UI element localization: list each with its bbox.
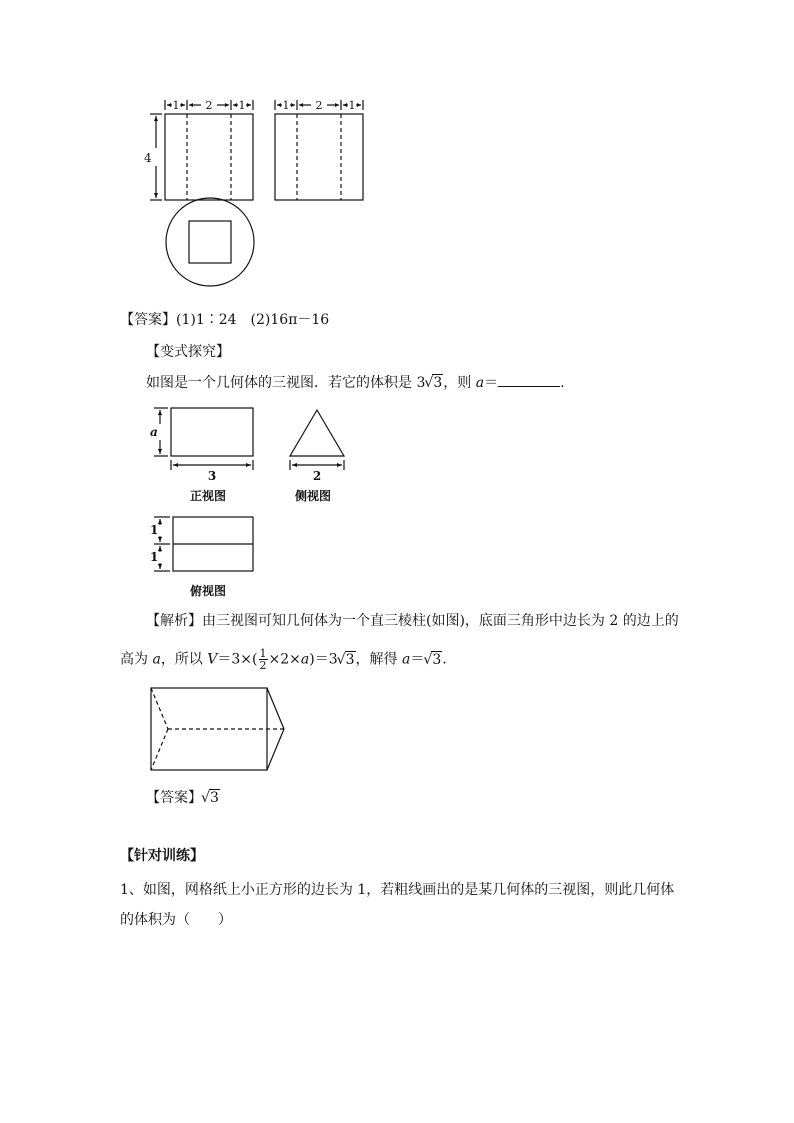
dim-label: 2 [205,99,213,112]
dim-label: 2 [315,99,323,112]
training-question-1-line-1: 1、如图，网格纸上小正方形的边长为 1，若粗线画出的是某几何体的三视图，则此几何体 [120,882,675,898]
analysis-line-1: 【解析】由三视图可知几何体为一个直三棱柱(如图)，底面三角形中边长为 2 的边上的 [146,613,679,629]
top-height-label: 1 [150,523,159,537]
three-view-figure-1 [140,94,380,290]
answer-text: (1)1∶24 (2)16π－16 [176,312,330,328]
top-height-label: 1 [150,550,159,564]
fraction: $\frac{1}{2}$ [259,647,267,672]
dim-label: 1 [238,99,246,112]
prism-figure [146,684,291,776]
variant-question: 如图是一个几何体的三视图．若它的体积是 3√ 3，则 a＝ . [146,372,565,393]
front-view-caption: 正视图 [189,489,227,503]
analysis-label: 【解析】 [146,613,202,629]
answer-blank [498,372,560,387]
dim-label: 1 [348,99,356,112]
answer-label: 【答案】 [120,312,176,328]
side-width-label: 2 [312,469,322,483]
analysis-line-2: 高为 a，所以 V＝3×( $\frac{1}{2}$ ×2×a)＝3√ 3，解得 a＝√ 3. [120,648,447,671]
top-view-caption: 俯视图 [189,584,227,598]
sqrt: √ 3 [424,650,442,670]
answer-label: 【答案】 [146,790,202,806]
dim-label: 1 [172,99,180,112]
training-heading: 【针对训练】 [120,848,204,864]
side-view-caption: 侧视图 [294,489,332,503]
variant-heading: 【变式探究】 [146,344,230,360]
sqrt: √ 3 [202,788,220,808]
sqrt: √ 3 [338,650,356,670]
front-width-label: 3 [207,469,217,483]
answer-2 [146,788,220,808]
answer-1 [120,310,329,330]
sqrt: √ 3 [425,373,443,393]
training-question-1-line-2: 的体积为（ ） [120,912,232,928]
height-label: 4 [144,151,152,165]
three-view-figure-2 [140,400,380,605]
height-a-label: a [150,425,158,439]
dim-label: 1 [282,99,290,112]
